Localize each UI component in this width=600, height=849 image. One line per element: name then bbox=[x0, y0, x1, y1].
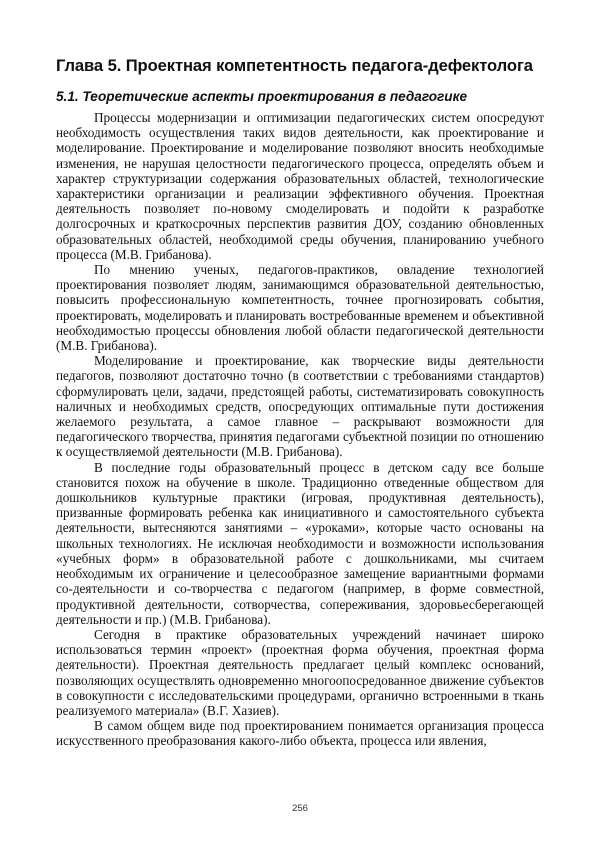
chapter-title: Глава 5. Проектная компетентность педагога-дефектолога bbox=[56, 56, 533, 75]
paragraph: По мнению ученых, педагогов-практиков, овладение технологией проектирования позволяет людям, занимающимся образовательной деятельностью, повысить профессиональную компетентность, точнее прогнозировать события, проектировать, моделировать и планировать востребованные временем и объективной необходимостью процессы обновления любой области педагогической деятельности (М.В. Грибанова). bbox=[56, 262, 544, 354]
body-text bbox=[56, 110, 544, 749]
paragraph: Сегодня в практике образовательных учреждений начинает широко использоваться термин «проект» (проектная форма обучения, проектная форма деятельности). Проектная деятельность предлагает целый комплекс оснований, позволяющих осуществлять одновременно многоопосредованное движение субъектов в совокупности с исследовательскими процедурами, органично встроенными в ткань реализуемого материала» (В.Г. Хазиев). bbox=[56, 626, 544, 718]
paragraph: В самом общем виде под проектированием понимается организация процесса искусственного преобразования какого-либо объекта, процесса или явления, bbox=[56, 718, 544, 749]
paragraph: Процессы модернизации и оптимизации педагогических систем опосредуют необходимость осуществления таких видов деятельности, как проектирование и моделирование. Проектирование и моделирование позволяют вносить необходимые изменения, не нарушая целостности педагогического процесса, определять объем и характер структуризации содержания образовательных областей, технологические характеристики организации и реализации эффективного обучения. Проектная деятельность позволяет по-новому смоделировать и подойти к разработке долгосрочных и краткосрочных перспектив развития ДОУ, созданию обновленных образовательных областей, необходимой среды обучения, планированию учебного процесса (М.В. Грибанова). bbox=[56, 110, 544, 262]
paragraph: В последние годы образовательный процесс в детском саду все больше становится похож на обучение в школе. Традиционно отведенные обществом для дошкольников культурные практики (игровая, продуктивная деятельность), призванные формировать ребенка как инициативного и самостоятельного субъекта деятельности, вытесняются занятиями – «уроками», которые часто основаны на школьных технологиях. Не исключая необходимости и возможности использования «учебных форм» в образовательной работе с дошкольниками, мы считаем необходимым их ограничение и целесообразное замещение вариантными формами со-деятельности и со-творчества с педагогом (например, в форме совместной, продуктивной деятельности, сотворчества, сопереживания, здоровьесберегающей деятельности и пр.) (М.В. Грибанова). bbox=[56, 459, 544, 627]
page-number: 256 bbox=[292, 803, 308, 814]
paragraph: Моделирование и проектирование, как творческие виды деятельности педагогов, позволяют достаточно точно (в соответствии с требованиями стандартов) сформулировать цели, задачи, предстоящей работы, систематизировать совокупность наличных и необходимых средств, опосредующих оптимальные пути достижения желаемого результата, а самое главное – раскрывают возможности для педагогического творчества, принятия педагогами субъектной позиции по отношению к осуществляемой деятельности (М.В. Грибанова). bbox=[56, 353, 544, 460]
section-title: 5.1. Теоретические аспекты проектирования в педагогике bbox=[56, 89, 468, 104]
